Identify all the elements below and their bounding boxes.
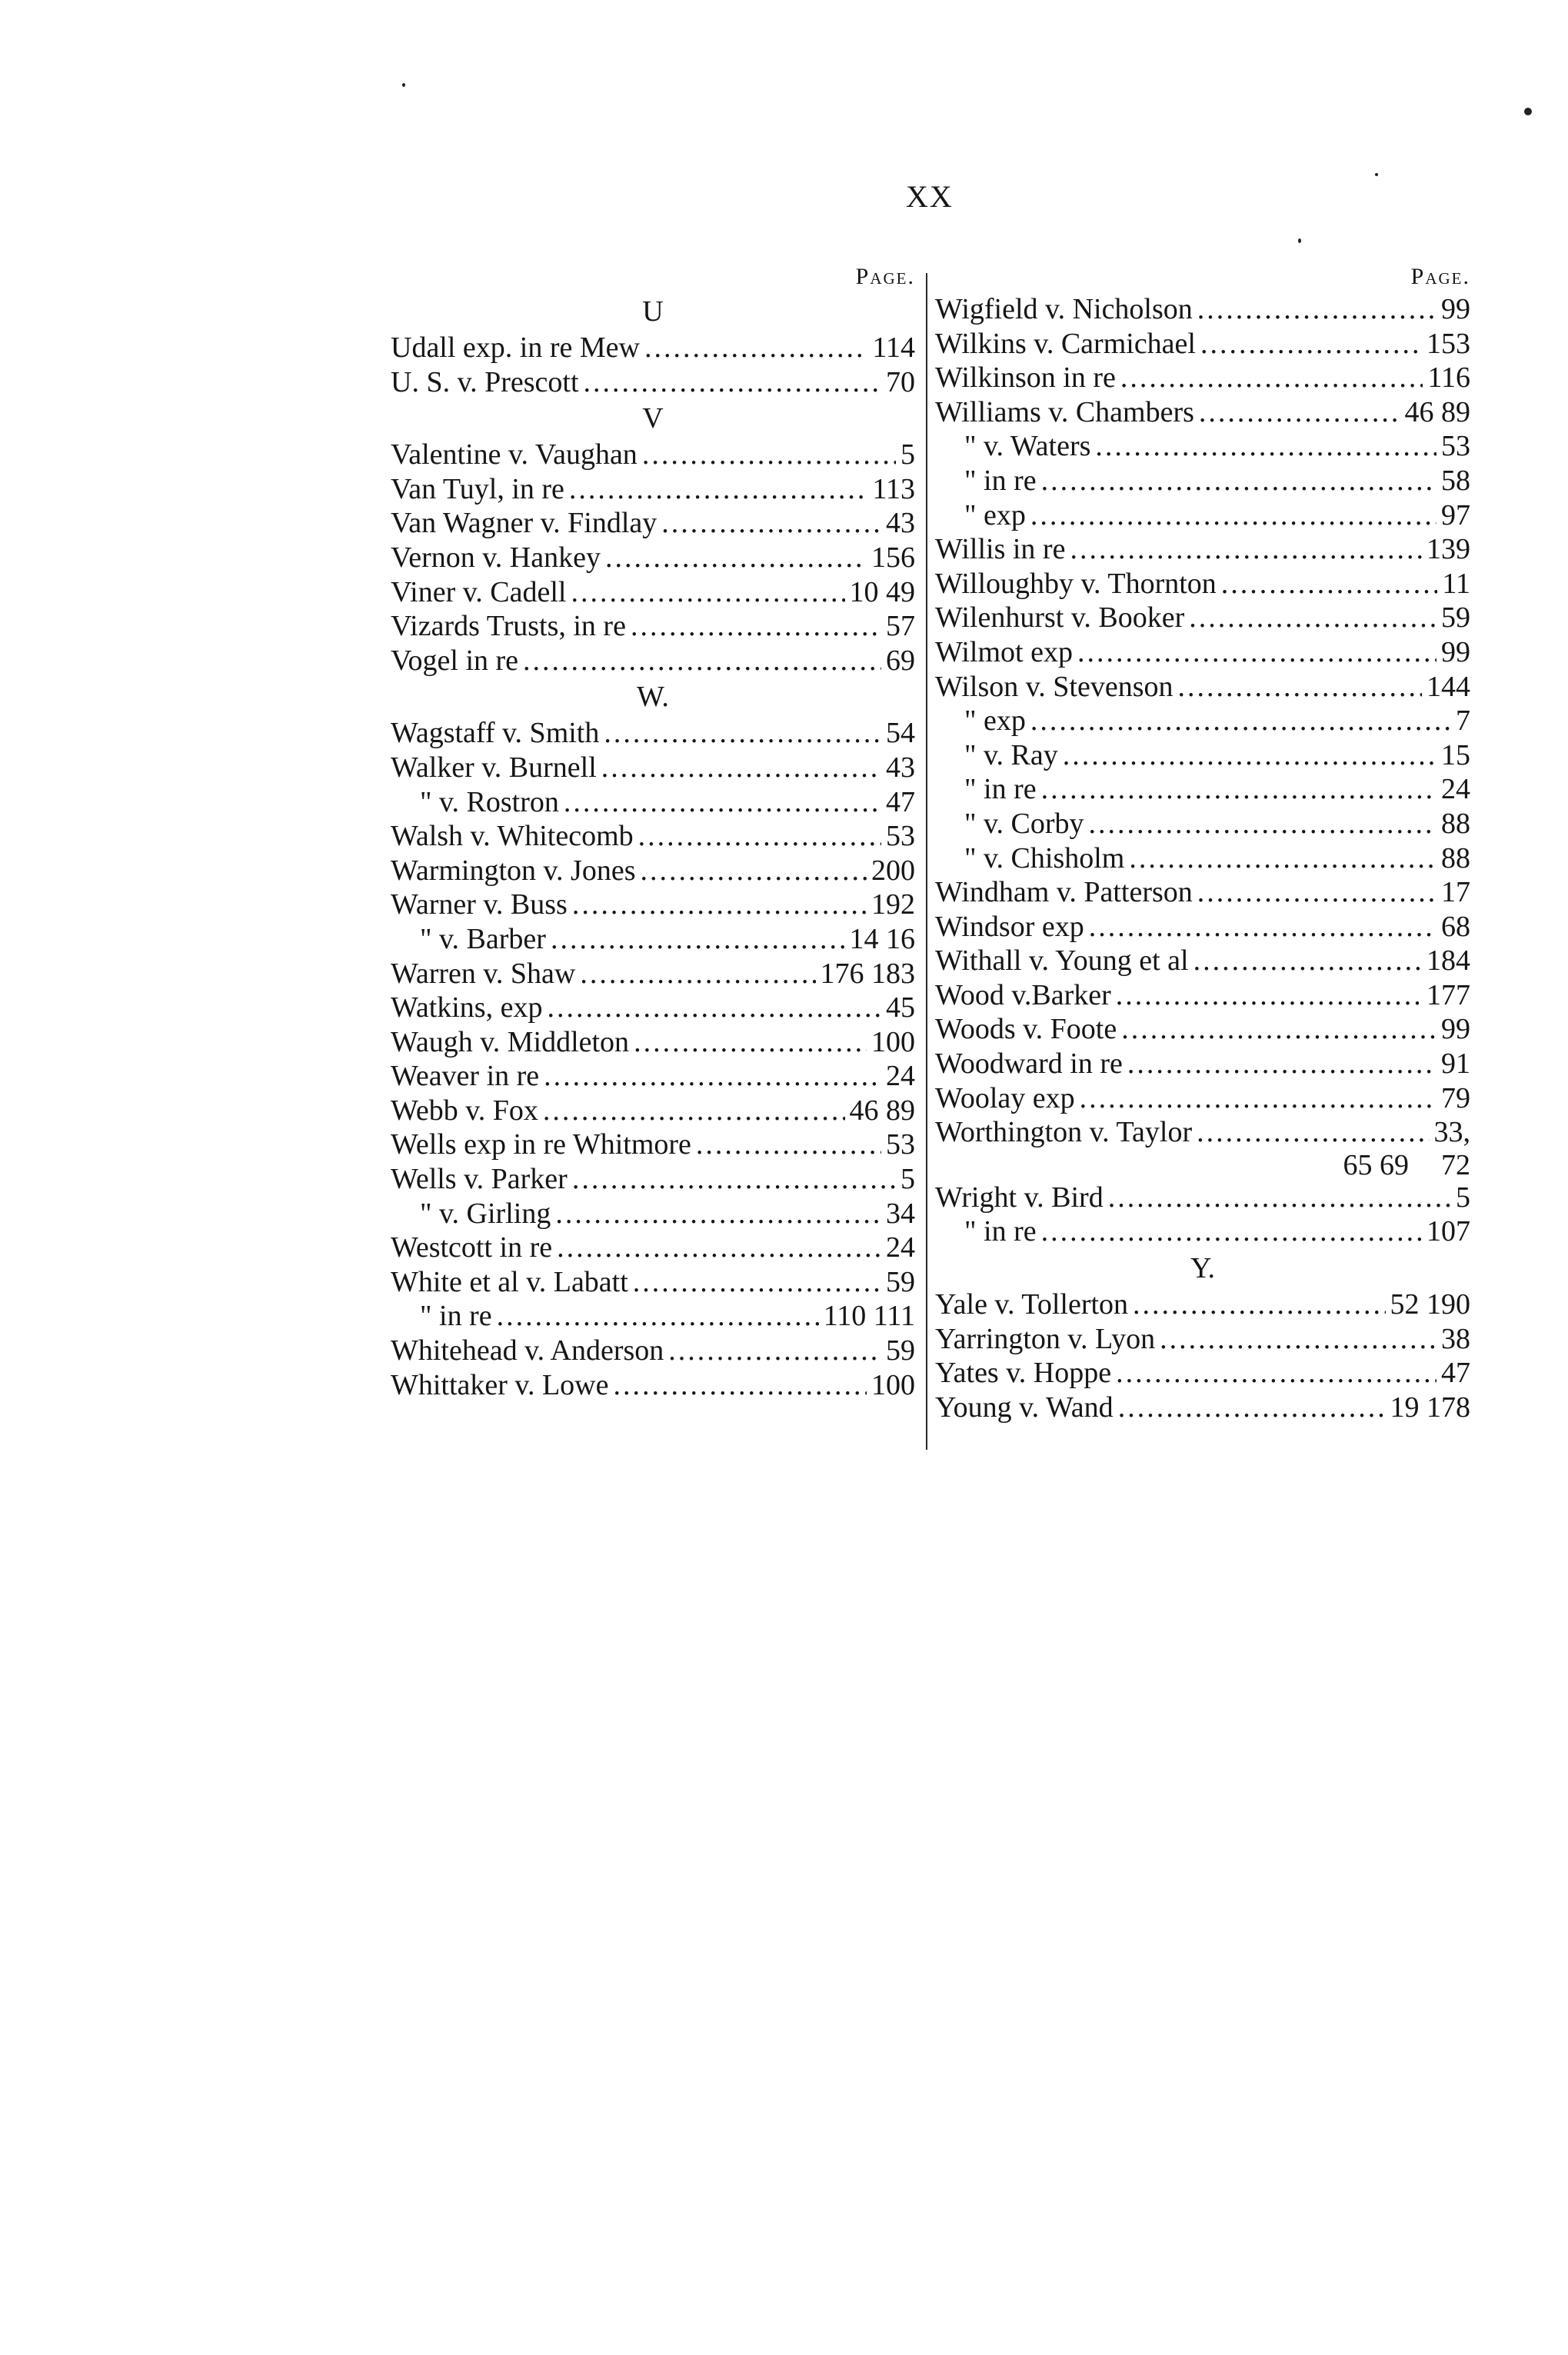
index-entry [935,1181,1470,1215]
case-name: Williams v. Chambers [935,395,1194,428]
dot-leader [1118,1391,1386,1425]
dot-leader [572,888,867,922]
page-reference: 43 [886,507,915,540]
case-name: Young v. Wand [935,1391,1114,1424]
index-entry [391,331,915,365]
page-reference: 72 [1441,1148,1470,1181]
case-name: Vogel in re [391,644,519,677]
case-name: " v. Girling [420,1197,551,1230]
case-name: Webb v. Fox [391,1094,538,1127]
page-reference: 88 [1441,807,1470,840]
case-name: " v. Rostron [420,785,559,818]
index-entry [935,395,1470,430]
page-reference: 114 [872,331,915,364]
index-entry [935,1214,1470,1249]
index-entry [391,438,915,472]
dot-leader [571,575,844,610]
index-entry [935,1356,1470,1391]
index-entry [935,910,1470,944]
dot-leader [544,1059,881,1094]
dot-leader [572,1162,896,1197]
dot-leader [696,1128,881,1162]
right-index-column [935,261,1470,1424]
index-entry [391,819,915,854]
case-name: Wells v. Parker [391,1163,568,1196]
page-reference: 14 16 [849,922,915,955]
index-entry [391,1162,915,1197]
index-entry [391,365,915,400]
page-reference: 34 [886,1197,915,1230]
index-entry [391,541,915,575]
dot-leader [1197,1115,1429,1150]
page-reference: 192 [871,888,915,921]
page-reference: 47 [1441,1357,1470,1390]
dot-leader [1221,567,1438,601]
index-entry [391,991,915,1025]
dot-leader [1041,464,1437,498]
dot-leader [1095,429,1437,464]
case-name: Woods v. Foote [935,1013,1117,1046]
case-name: Wood v.Barker [935,978,1111,1011]
dot-leader [1041,1214,1422,1249]
page-reference: 153 [1427,327,1470,360]
page-reference: 10 49 [849,575,915,608]
dot-leader [1189,601,1437,635]
index-entry [935,464,1470,498]
case-name: Wilson v. Stevenson [935,670,1174,703]
page-reference: 177 [1427,978,1470,1011]
page-reference: 54 [886,717,915,750]
section-letter: Y. [1190,1252,1216,1285]
dot-leader [1133,1287,1385,1322]
scan-speck [1524,108,1532,115]
page-reference: 5 [901,438,915,471]
page-reference: 53 [886,1128,915,1161]
case-name: " exp [964,705,1026,738]
index-entry [935,978,1470,1013]
case-name: U. S. v. Prescott [391,365,579,398]
case-name: " in re [964,773,1037,806]
index-entry [935,1047,1470,1081]
index-entry [935,1287,1470,1322]
dot-leader [555,1197,881,1231]
index-entry [935,601,1470,635]
case-name: " in re [964,464,1037,497]
index-entry [935,327,1470,361]
page-reference: 5 [1456,1181,1470,1214]
page-reference: 113 [872,472,915,505]
dot-leader [584,365,881,400]
case-name: Yale v. Tollerton [935,1288,1129,1321]
index-entry [391,751,915,785]
index-entry [391,1059,915,1094]
page-reference: 139 [1427,533,1470,566]
index-entry [391,644,915,678]
dot-leader [1200,327,1422,361]
case-name: Windsor exp [935,910,1084,943]
dot-leader [1116,1356,1437,1391]
page-reference: 88 [1441,841,1470,874]
dot-leader [638,819,881,854]
index-entry [935,704,1470,738]
section-letter: V [642,402,664,435]
page-reference: 52 190 [1390,1288,1470,1321]
page-number: XX [906,179,954,214]
page-reference: 156 [871,541,915,574]
case-name: Yarrington v. Lyon [935,1322,1156,1355]
scan-speck [1375,173,1378,176]
page-reference: 200 [871,854,915,887]
dot-leader [1080,1081,1437,1116]
page-reference: 38 [1441,1322,1470,1355]
case-name: Whittaker v. Lowe [391,1368,609,1401]
page-reference: 53 [886,820,915,853]
index-entry [391,1334,915,1368]
page-reference: 144 [1427,670,1470,703]
dot-leader [1197,292,1437,327]
dot-leader [634,1025,867,1060]
case-name: Walsh v. Whitecomb [391,820,634,853]
column-divider [926,273,927,1450]
page-reference: 46 89 [849,1094,915,1127]
index-entry [391,1094,915,1128]
page-reference: 57 [886,610,915,643]
dot-leader [1120,361,1423,395]
page-reference: 46 89 [1404,395,1470,428]
case-name: Willis in re [935,533,1066,566]
page-reference: 24 [1441,773,1470,806]
case-name: Udall exp. in re Mew [391,331,640,364]
page-reference: 79 [1441,1081,1470,1114]
page-reference: 69 [886,644,915,677]
dot-leader [1178,670,1423,705]
dot-leader [1077,635,1437,670]
page-reference: 11 [1442,567,1470,600]
page-reference: 17 [1441,876,1470,909]
index-entry [935,670,1470,705]
dot-leader [543,1094,845,1128]
case-name: Watkins, exp [391,991,543,1024]
index-entry [391,1368,915,1403]
dot-leader [523,644,881,678]
page-column-header: Page. [1410,264,1470,289]
page-reference: 7 [1456,705,1470,738]
case-name: Wilkinson in re [935,361,1116,395]
page-reference: 110 111 [823,1300,915,1333]
page-reference: 59 [1441,601,1470,635]
case-name: Yates v. Hoppe [935,1357,1112,1390]
case-name: Willoughby v. Thornton [935,567,1217,600]
case-name: Warmington v. Jones [391,854,636,887]
case-name: Woodward in re [935,1048,1123,1081]
dot-leader [1193,944,1422,978]
page-reference: 59 [886,1334,915,1367]
dot-leader [668,1334,881,1368]
index-entry [391,609,915,644]
dot-leader [1108,1181,1451,1215]
page-reference: 70 [886,365,915,398]
case-name: Waugh v. Middleton [391,1025,630,1058]
index-entry [391,785,915,820]
case-name: Wilenhurst v. Booker [935,601,1185,635]
dot-leader [1089,910,1437,944]
dot-leader [1030,704,1451,738]
case-name: Valentine v. Vaughan [391,438,638,471]
case-name: " exp [964,498,1026,531]
page-reference: 68 [1441,910,1470,943]
page-reference: 5 [901,1163,915,1196]
page-reference: 24 [886,1060,915,1093]
dot-leader [1129,841,1437,876]
case-name: Wright v. Bird [935,1181,1104,1214]
page-reference: 47 [886,785,915,818]
page-reference: 45 [886,991,915,1024]
index-entry [391,472,915,507]
index-entry [391,1197,915,1231]
dot-leader [641,854,867,888]
index-entry [935,875,1470,910]
case-name: Wilkins v. Carmichael [935,327,1196,360]
page-reference: 33, [1433,1116,1470,1149]
index-entry [935,944,1470,978]
index-entry [935,361,1470,395]
case-name: Warner v. Buss [391,888,568,921]
page-reference: 19 178 [1390,1391,1470,1424]
dot-leader [1127,1047,1437,1081]
case-name: White et al v. Labatt [391,1265,628,1298]
page-reference: 59 [886,1265,915,1298]
dot-leader [564,785,881,820]
index-entry [391,1231,915,1265]
dot-leader [497,1299,819,1334]
dot-leader [551,922,845,957]
dot-leader [604,716,881,751]
index-entry [391,575,915,610]
page-reference: 53 [1441,430,1470,463]
dot-leader [1070,532,1422,567]
dot-leader [631,609,881,644]
case-name: " v. Ray [964,738,1058,771]
index-entry-continuation [935,1150,1470,1181]
index-entry [935,807,1470,841]
index-entry [391,1025,915,1060]
left-index-column [391,261,915,1402]
dot-leader [580,957,815,991]
case-name: Worthington v. Taylor [935,1116,1193,1149]
page-reference: 24 [886,1231,915,1264]
index-entry [935,738,1470,773]
dot-leader [1116,978,1422,1013]
dot-leader [1199,395,1400,430]
case-name: " v. Corby [964,807,1084,840]
case-name: Viner v. Cadell [391,575,567,608]
index-entry [391,1265,915,1300]
page-reference: 116 [1427,361,1470,395]
dot-leader [1030,498,1437,533]
dot-leader [1089,807,1437,841]
dot-leader [1197,875,1437,910]
section-letter: W. [637,681,669,714]
case-name: Van Wagner v. Findlay [391,507,657,540]
page-reference: 99 [1441,1013,1470,1046]
case-name: " in re [420,1300,492,1333]
page-column-header: Page. [855,264,915,289]
case-name: Woolay exp [935,1081,1075,1114]
page-reference: 176 183 [820,957,915,990]
case-name: Withall v. Young et al [935,944,1189,978]
case-name: " v. Waters [964,430,1091,463]
dot-leader [1063,738,1437,773]
case-name: Wagstaff v. Smith [391,717,600,750]
page-reference: 97 [1441,498,1470,531]
index-entry [935,567,1470,601]
dot-leader [642,438,896,472]
case-name: Westcott in re [391,1231,553,1264]
page-reference: 65 69 [1343,1148,1409,1181]
index-entry [391,506,915,541]
page-reference: 184 [1427,944,1470,978]
index-entry [935,1012,1470,1047]
index-entry [935,429,1470,464]
index-entry [935,635,1470,670]
page-reference: 107 [1427,1215,1470,1248]
case-name: Wigfield v. Nicholson [935,293,1193,325]
dot-leader [1121,1012,1437,1047]
dot-leader [633,1265,881,1300]
page-reference: 91 [1441,1048,1470,1081]
index-entry [935,1081,1470,1116]
index-entry [391,888,915,922]
case-name: " in re [964,1215,1037,1248]
index-entry [391,1128,915,1162]
dot-leader [569,472,867,507]
index-entry [391,1299,915,1334]
dot-leader [613,1368,867,1403]
dot-leader [547,991,881,1025]
case-name: Wells exp in re Whitmore [391,1128,691,1161]
page-reference: 99 [1441,635,1470,668]
index-entry [935,841,1470,876]
dot-leader [605,541,867,575]
page-reference: 43 [886,751,915,784]
page-reference: 99 [1441,293,1470,325]
case-name: Van Tuyl, in re [391,472,564,505]
case-name: Whitehead v. Anderson [391,1334,664,1367]
index-entry [935,772,1470,807]
scan-speck [402,83,405,87]
index-entry [935,292,1470,327]
case-name: Weaver in re [391,1060,540,1093]
index-entry [935,1391,1470,1425]
case-name: Vernon v. Hankey [391,541,601,574]
index-entry [391,922,915,957]
dot-leader [644,331,867,365]
index-entry [391,854,915,888]
case-name: Warren v. Shaw [391,957,576,990]
dot-leader [661,506,881,541]
index-entry [935,1115,1470,1150]
index-entry [391,957,915,991]
page-reference: 100 [871,1368,915,1401]
index-entry [935,532,1470,567]
dot-leader [1041,772,1437,807]
case-name: " v. Barber [420,922,546,955]
scan-speck [1298,238,1301,243]
index-entry [935,1322,1470,1357]
case-name: " v. Chisholm [964,841,1125,874]
page-reference: 15 [1441,738,1470,771]
case-name: Wilmot exp [935,635,1073,668]
page-reference: 100 [871,1025,915,1058]
case-name: Vizards Trusts, in re [391,610,626,643]
dot-leader [601,751,881,785]
case-name: Windham v. Patterson [935,876,1193,909]
section-letter: U [642,295,664,328]
dot-leader [1160,1322,1437,1357]
index-entry [391,716,915,751]
case-name: Walker v. Burnell [391,751,597,784]
page-reference: 58 [1441,464,1470,497]
index-entry [935,498,1470,533]
dot-leader [557,1231,881,1265]
